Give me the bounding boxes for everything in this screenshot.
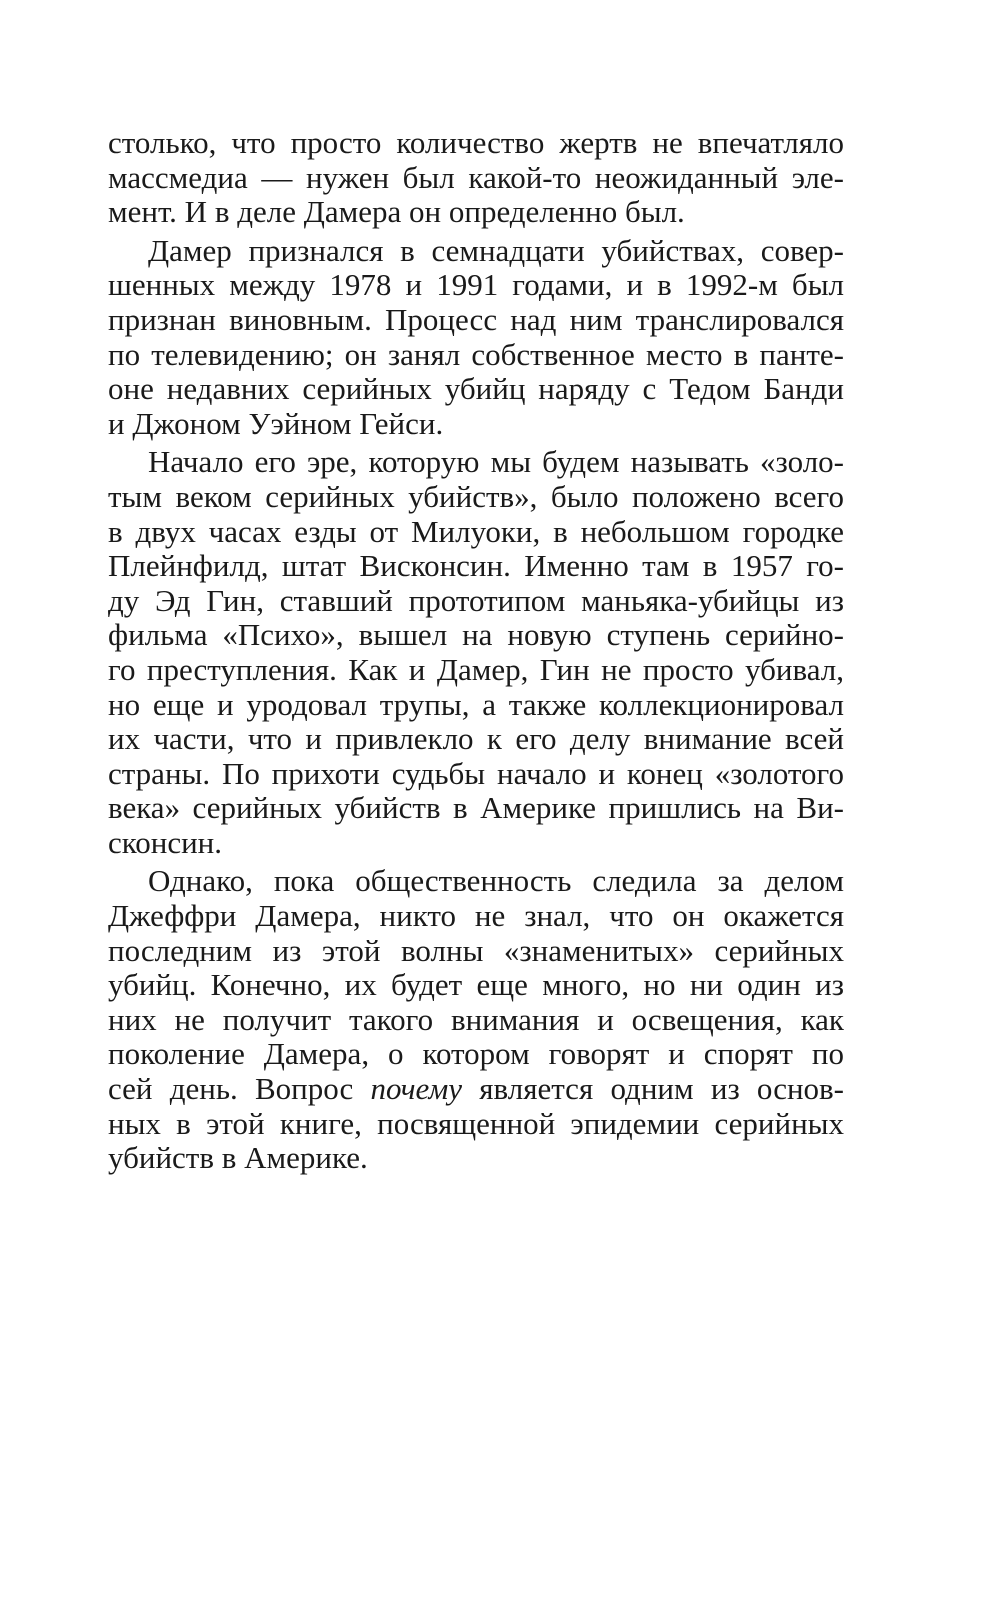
- text-line: но еще и уродовал трупы, а также коллекционировал: [108, 686, 844, 722]
- text-line: в двух часах езды от Милуоки, в небольшом городке: [108, 513, 844, 549]
- text-line: убийств в Америке.: [108, 1140, 368, 1176]
- text-line: массмедиа — нужен был какой-то неожиданный эле-: [108, 159, 844, 195]
- text-line: фильма «Психо», вышел на новую ступень серийно-: [108, 617, 844, 653]
- text-line: оне недавних серийных убийц наряду с Тедом Банди: [108, 371, 844, 407]
- paragraph-1: [108, 126, 844, 230]
- paragraph-3: [108, 445, 844, 860]
- text-line: века» серийных убийств в Америке пришлись на Ви-: [108, 790, 844, 826]
- paragraph-4: [108, 864, 844, 1175]
- text-line: го преступления. Как и Дамер, Гин не просто убивал,: [108, 651, 844, 687]
- text-line: Однако, пока общественность следила за делом: [148, 863, 844, 899]
- text-line: их части, что и привлекло к его делу внимание всей: [108, 721, 844, 757]
- text-run: сей день. Вопрос: [108, 1071, 371, 1107]
- italic-word: почему: [370, 1071, 463, 1107]
- text-line: Дамер признался в семнадцати убийствах, совер-: [148, 232, 844, 268]
- text-line: последним из этой волны «знаменитых» серийных: [108, 932, 844, 968]
- text-run: является одним из основ-: [462, 1071, 845, 1107]
- text-line: тым веком серийных убийств», было положено всего: [108, 478, 844, 514]
- text-line: по телевидению; он занял собственное место в панте-: [108, 336, 844, 372]
- text-line: Начало его эре, которую мы будем называть «золо-: [148, 444, 844, 480]
- text-line: сконсин.: [108, 824, 223, 860]
- text-line: шенных между 1978 и 1991 годами, и в 1992-м был: [108, 267, 844, 303]
- text-line-with-italic: [108, 1072, 844, 1107]
- text-line: них не получит такого внимания и освещения, как: [108, 1001, 844, 1037]
- text-line: ных в этой книге, посвященной эпидемии серийных: [108, 1105, 844, 1141]
- text-line: и Джоном Уэйном Гейси.: [108, 405, 444, 441]
- text-line: убийц. Конечно, их будет еще много, но ни один из: [108, 967, 844, 1003]
- book-page-body: [108, 126, 844, 1176]
- text-line: столько, что просто количество жертв не впечатляло: [108, 125, 844, 160]
- text-line: поколение Дамера, о котором говорят и спорят по: [108, 1036, 844, 1072]
- text-line: страны. По прихоти судьбы начало и конец «золотого: [108, 755, 844, 791]
- text-line: Джеффри Дамера, никто не знал, что он окажется: [108, 898, 844, 934]
- text-line: Плейнфилд, штат Висконсин. Именно там в 1957 го-: [108, 548, 844, 584]
- text-line: признан виновным. Процесс над ним транслировался: [108, 301, 844, 337]
- text-line: ду Эд Гин, ставший прототипом маньяка-убийцы из: [108, 582, 844, 618]
- text-line: мент. И в деле Дамера он определенно был.: [108, 194, 685, 230]
- paragraph-2: [108, 234, 844, 442]
